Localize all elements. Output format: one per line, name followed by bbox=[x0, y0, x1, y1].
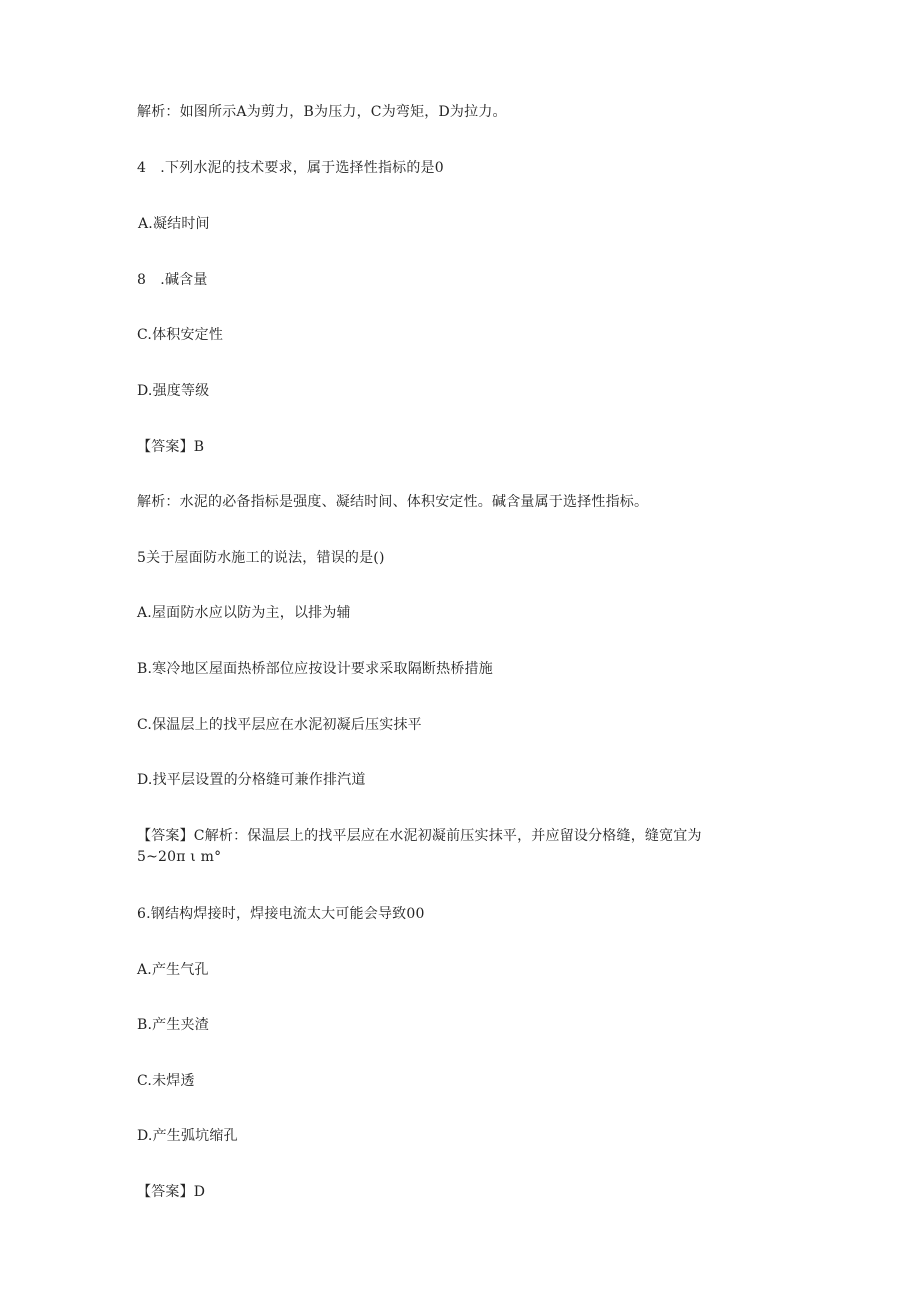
option-q4-a: A.凝结时间 bbox=[138, 216, 210, 232]
option-q6-c: C.未焊透 bbox=[137, 1073, 195, 1089]
option-q6-b: B.产生夹渣 bbox=[137, 1017, 209, 1033]
answer-q5-continued: 5~20π ι m° bbox=[137, 849, 222, 865]
question-4: 4 .下列水泥的技术要求，属于选择性指标的是0 bbox=[137, 160, 444, 176]
answer-q6: 【答案】D bbox=[137, 1184, 206, 1200]
option-q6-a: A.产生气孔 bbox=[137, 962, 209, 978]
option-q5-c: C.保温层上的找平层应在水泥初凝后压实抹平 bbox=[137, 717, 422, 733]
option-q5-b: B.寒冷地区屋面热桥部位应按设计要求采取隔断热桥措施 bbox=[137, 661, 493, 677]
option-q4-c: C.体积安定性 bbox=[137, 327, 224, 343]
option-q6-d: D.产生弧坑缩孔 bbox=[137, 1128, 238, 1144]
analysis-q4: 解析：水泥的必备指标是强度、凝结时间、体积安定性。碱含量属于选择性指标。 bbox=[137, 494, 649, 510]
option-q5-d: D.找平层设置的分格缝可兼作排汽道 bbox=[137, 772, 366, 788]
answer-q4: 【答案】B bbox=[137, 439, 205, 455]
question-5: 5关于屋面防水施工的说法，错误的是() bbox=[137, 550, 385, 566]
question-6: 6.钢结构焊接时，焊接电流太大可能会导致00 bbox=[137, 906, 425, 922]
option-q4-b: 8 .碱含量 bbox=[137, 272, 208, 288]
analysis-q3: 解析：如图所示A为剪力，B为压力，C为弯矩，D为拉力。 bbox=[137, 104, 507, 120]
option-q5-a: A.屋面防水应以防为主，以排为辅 bbox=[137, 605, 351, 621]
answer-q5: 【答案】C解析：保温层上的找平层应在水泥初凝前压实抹平，并应留设分格缝，缝宽宜为 bbox=[137, 828, 702, 844]
option-q4-d: D.强度等级 bbox=[137, 383, 210, 399]
